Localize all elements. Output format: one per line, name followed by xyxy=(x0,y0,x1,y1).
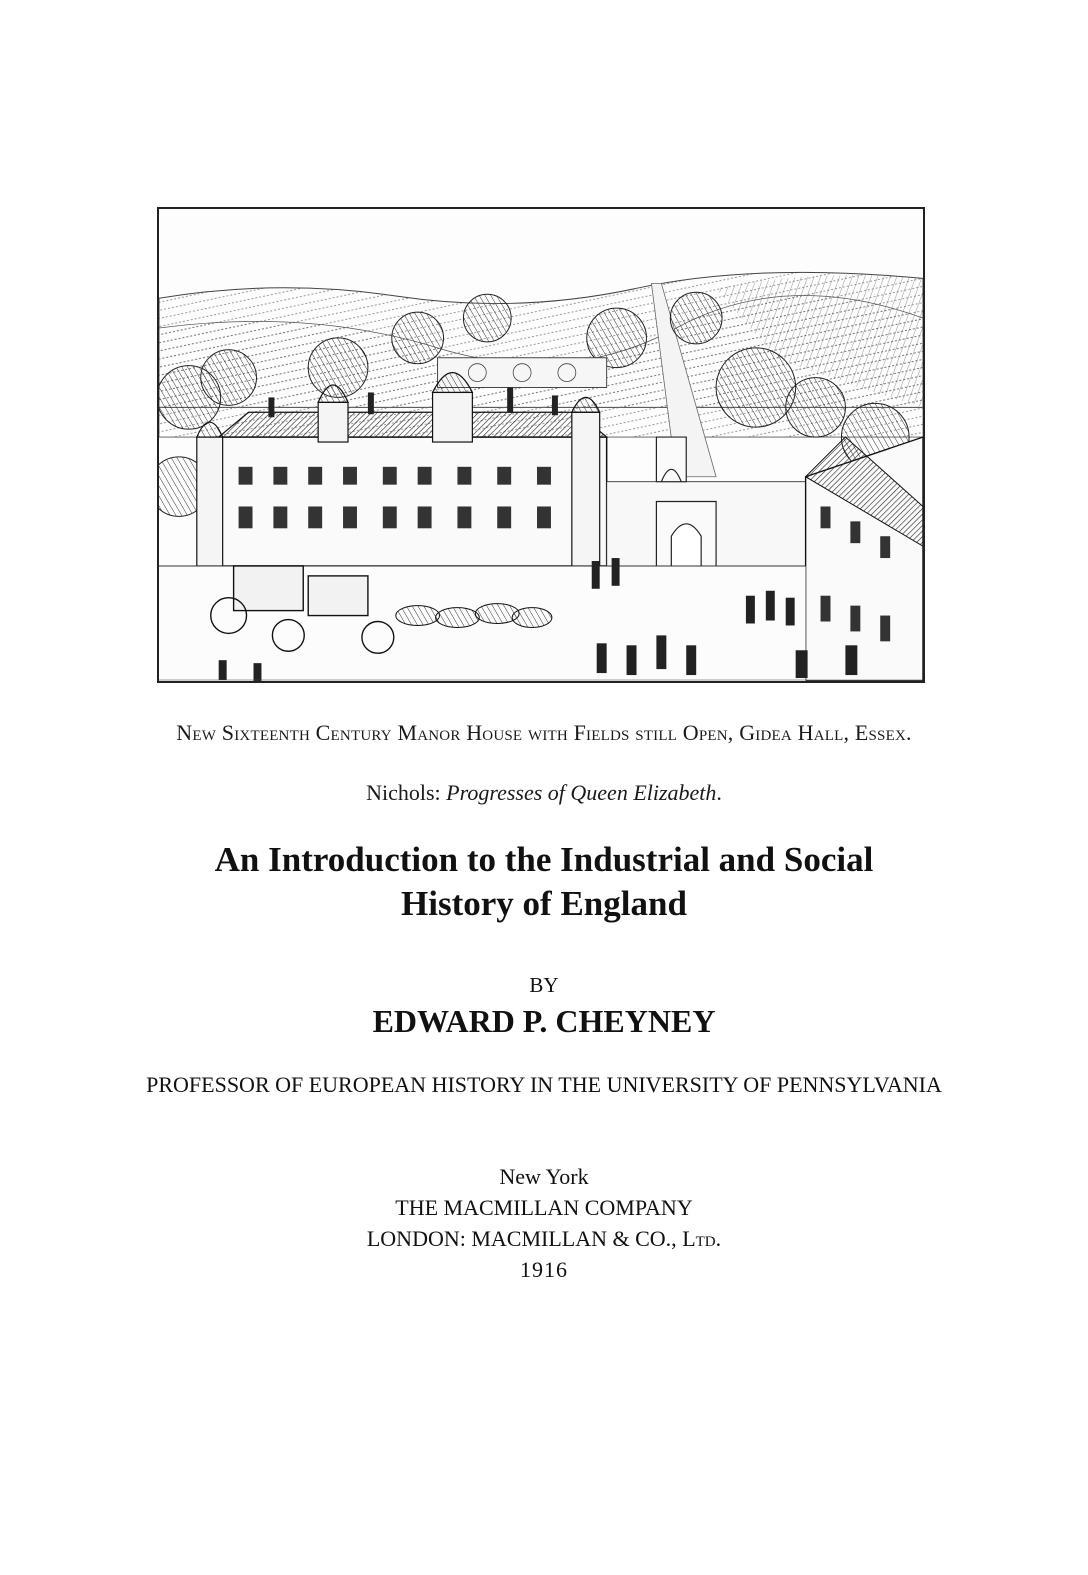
imprint-year: 1916 xyxy=(520,1257,568,1282)
engraving-illustration xyxy=(159,209,923,681)
imprint xyxy=(0,1161,1088,1285)
imprint-london-suffix: Ltd. xyxy=(682,1226,722,1251)
book-title-line-1: An Introduction to the Industrial and Social xyxy=(214,840,874,879)
caption-source xyxy=(150,778,938,808)
author-affiliation: PROFESSOR OF EUROPEAN HISTORY IN THE UNIVERSITY OF PENNSYLVANIA xyxy=(146,1072,942,1097)
imprint-publisher: THE MACMILLAN COMPANY xyxy=(395,1195,693,1220)
imprint-london-prefix: LONDON: MACMILLAN & CO., xyxy=(366,1226,683,1251)
imprint-london xyxy=(0,1223,1088,1254)
book-title-line-2: History of England xyxy=(401,884,687,923)
imprint-city: New York xyxy=(499,1164,589,1189)
frontispiece-engraving xyxy=(157,207,925,683)
frontispiece-caption: New Sixteenth Century Manor House with Fields still Open, Gidea Hall, Essex. xyxy=(176,720,912,745)
caption-source-work: Progresses of Queen Elizabeth xyxy=(446,780,717,805)
book-title xyxy=(120,838,968,926)
author-name: EDWARD P. CHEYNEY xyxy=(372,1003,716,1039)
by-line: BY xyxy=(529,973,559,997)
caption-source-end: . xyxy=(716,780,722,805)
caption-source-author: Nichols: xyxy=(366,780,447,805)
